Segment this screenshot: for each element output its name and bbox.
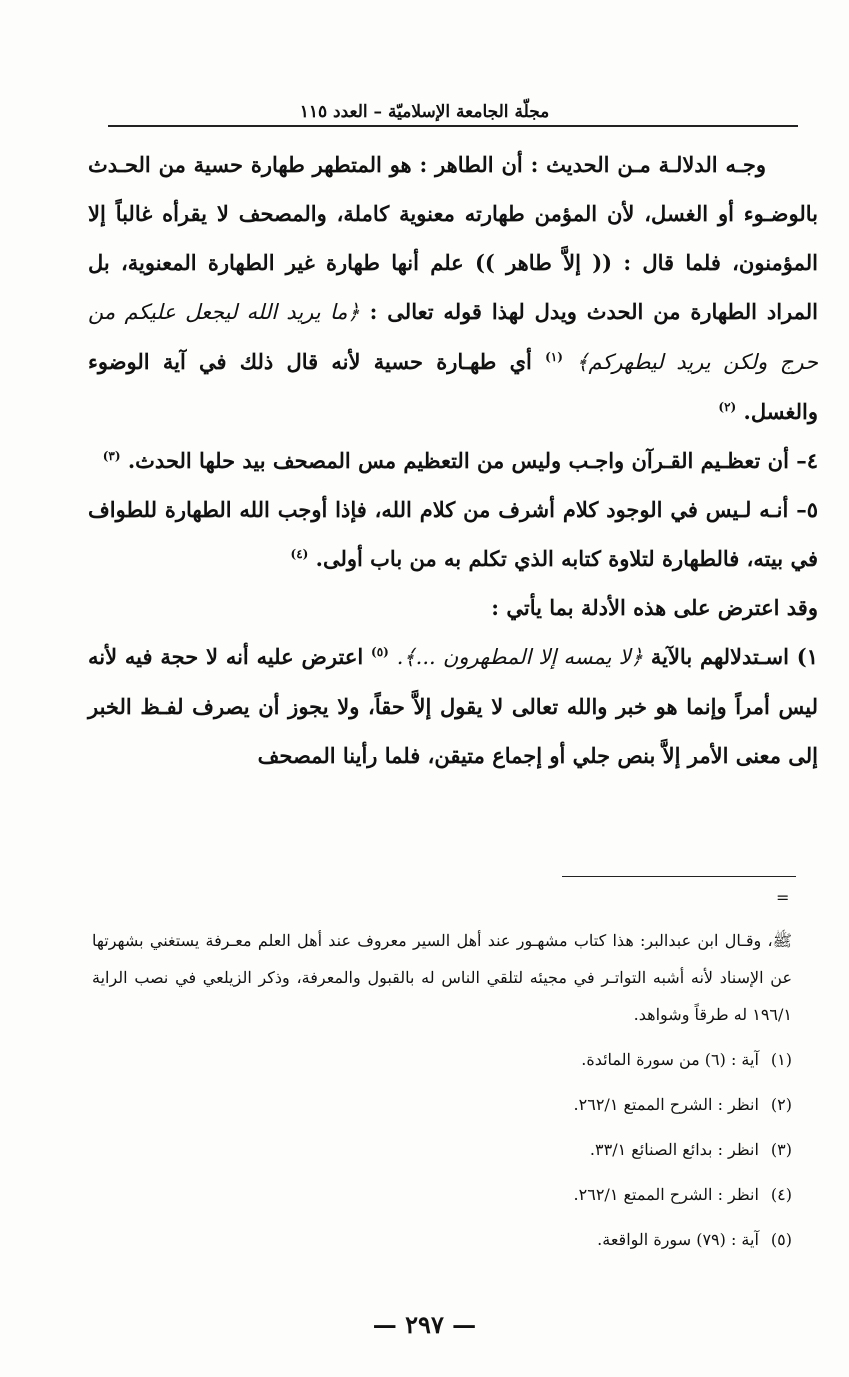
paragraph-1-text: وجـه الدلالـة مـن الحديث : أن الطاهر : هو المتطهر طهارة حسية من الحـدث بالوضـوء أو الغسل، لأن المؤمن طهارته معنوية كاملة، والمصحف لا يقرأه غالباً إلا المؤمنون، فلما قال : (( إلاَّ طاهر )) علم أنها طهارة غير الطهارة المعنوية، بل المراد الطهارة من الحدث ويدل لهذا قوله تعالى : [88, 152, 819, 324]
footnote-text: انظر : الشرح الممتع ٢٦٢/١. [573, 1185, 759, 1204]
footnote-number: (٥) [770, 1230, 792, 1249]
footnote-ref-1: (١) [545, 350, 563, 364]
footnote-ref-5: (٥) [371, 645, 389, 659]
paragraph-3-text: ٥– أنـه لـيس في الوجود كلام أشرف من كلام الله، فإذا أوجب الله الطهارة للطواف في بيته، فالطهارة لتلاوة كتابه الذي تكلم به من باب أولى. [88, 497, 818, 571]
paragraph-1-tail: أي طهـارة حسية لأنه قال ذلك في آية الوضوء والغسل. [88, 349, 818, 424]
footnote-number: (٢) [770, 1095, 792, 1114]
footnote-text: انظر : الشرح الممتع ٢٦٢/١. [573, 1095, 759, 1114]
footnote-text: انظر : بدائع الصنائع ٣٣/١. [589, 1140, 759, 1159]
footnote-continuation: ﷺ، وقـال ابن عبدالبر: هذا كتاب مشهـور عند أهل السير معروف عند أهل العلم معـرفة يستغني بشهرتها عن الإسناد لأنه أشبه التواتـر في مجيئه لتلقي الناس له بالقبول والمعرفة، وذكر الزيلعي في نصب الراية ١٩٦/١ له طرقاً وشواهد. [92, 931, 792, 1024]
footnote-number: (١) [770, 1050, 792, 1069]
footnote-item [92, 1082, 792, 1127]
quran-verse-2: ﴿لا يمسه إلا المطهرون ...﴾. [396, 645, 643, 669]
paragraph-5 [88, 632, 818, 780]
page-number: — ٢٩٧ — [372, 1310, 477, 1339]
footnote-item [92, 1037, 792, 1082]
footnote-item [92, 1127, 792, 1172]
paragraph-1 [88, 140, 818, 436]
footnote-item [92, 1217, 792, 1262]
running-header: مجلّة الجامعة الإسلاميّة – العدد ١١٥ [299, 102, 550, 122]
footnote-ref-2: (٢) [718, 400, 737, 414]
paragraph-4 [88, 583, 818, 632]
footnote-ref-3: (٣) [102, 449, 121, 463]
footnote-list [92, 1037, 792, 1262]
footnote-continuation-mark: = [776, 888, 790, 907]
footnote-text: آية : (٦) من سورة المائدة. [581, 1050, 759, 1069]
footnotes [92, 922, 792, 1262]
paragraph-2 [88, 436, 818, 485]
paragraph-3 [88, 485, 818, 583]
footnote-rule [562, 876, 796, 877]
footnote-ref-4: (٤) [290, 547, 309, 561]
quran-verse-1: ﴿ما يريد الله ليجعل عليكم من حرج ولكن يريد ليطهركم﴾ [88, 300, 818, 374]
paragraph-2-text: ٤– أن تعظـيم القـرآن واجـب وليس من التعظيم مس المصحف بيد حلها الحدث. [127, 448, 818, 473]
footnote-number: (٤) [770, 1185, 792, 1204]
paragraph-4-text: وقد اعترض على هذه الأدلة بما يأتي : [491, 595, 818, 620]
paragraph-5-start: ١) اسـتدلالهم بالآية [650, 644, 819, 669]
footnote-text: آية : (٧٩) سورة الواقعة. [597, 1230, 759, 1249]
footnote-item [92, 1172, 792, 1217]
main-text [88, 140, 818, 780]
paragraph-5-rest: اعترض عليه أنه لا حجة فيه لأنه ليس أمراً وإنما هو خبر والله تعالى لا يقول إلاَّ حقاً، ولا يجوز أن يصرف لفـظ الخبر إلى معنى الأمر إلاَّ بنص جلي أو إجماع متيقن، فلما رأينا المصحف [88, 644, 818, 768]
header-rule [108, 125, 798, 127]
footnote-number: (٣) [770, 1140, 792, 1159]
